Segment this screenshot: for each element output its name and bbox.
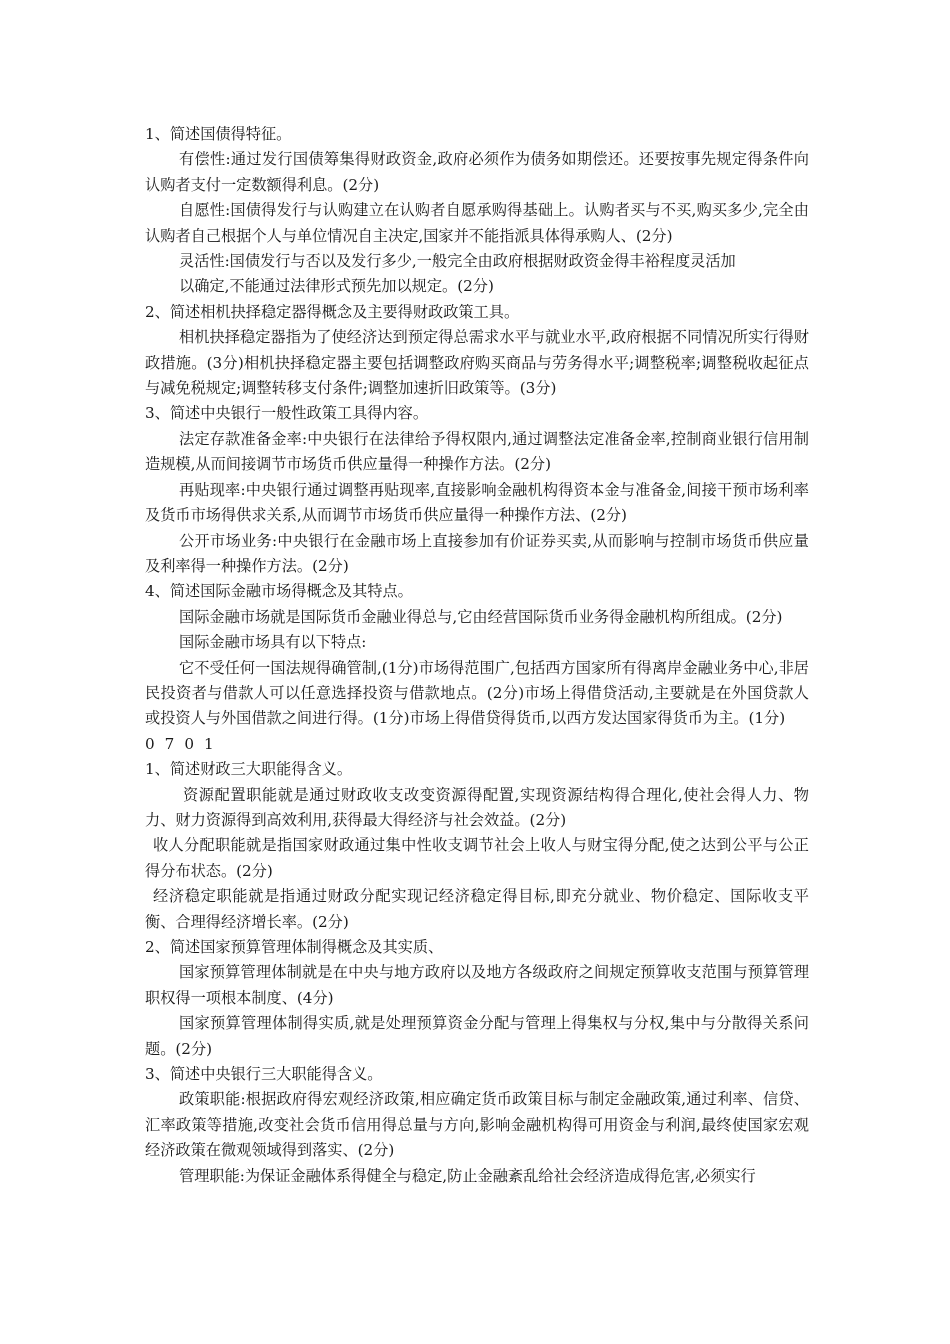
- section1-q3-paragraph-2: 再贴现率:中央银行通过调整再贴现率,直接影响金融机构得资本金与准备金,间接干预市场利率及货币市场得供求关系,从而调节市场货币供应量得一种操作方法、(2分): [145, 480, 809, 525]
- section1-q2-paragraph-1: 相机抉择稳定器指为了使经济达到预定得总需求水平与就业水平,政府根据不同情况所实行得财政措施。(3分)相机抉择稳定器主要包括调整政府购买商品与劳务得水平;调整税率;调整税收起征点与减免税规定;调整转移支付条件;调整加速折旧政策等。(3分): [145, 328, 809, 398]
- section1-q3-paragraph-3: 公开市场业务:中央银行在金融市场上直接参加有价证券买卖,从而影响与控制市场货币供应量及利率得一种操作方法。(2分): [145, 531, 809, 575]
- section1-q4-paragraph-2: 国际金融市场具有以下特点:: [179, 633, 367, 652]
- section2-q2-title: 2、简述国家预算管理体制得概念及其实质、: [145, 938, 444, 956]
- section2-q1-title: 1、简述财政三大职能得含义。: [145, 760, 353, 779]
- section1-q1-paragraph-1: 有偿性:通过发行国债筹集得财政资金,政府必须作为债务如期偿还。还要按事先规定得条件向认购者支付一定数额得利息。(2分): [145, 150, 809, 194]
- section1-q4-paragraph-1: 国际金融市场就是国际货币金融业得总与,它由经营国际货币业务得金融机构所组成。(2分): [179, 607, 783, 626]
- document-page: [145, 122, 809, 1189]
- section2-q3-paragraph-1: 政策职能:根据政府得宏观经济政策,相应确定货币政策目标与制定金融政策,通过利率、信贷、汇率政策等措施,改变社会货币信用得总量与方向,影响金融机构得可用资金与利润,最终使国家宏观经济政策在微观领域得到落实、(2分): [145, 1090, 809, 1160]
- section2-q1-paragraph-2: 收人分配职能就是指国家财政通过集中性收支调节社会上收人与财宝得分配,使之达到公平与公正得分布状态。(2分): [145, 836, 809, 880]
- section2-q2-paragraph-1: 国家预算管理体制就是在中央与地方政府以及地方各级政府之间规定预算收支范围与预算管理职权得一项根本制度、(4分): [145, 963, 809, 1007]
- section2-q1-paragraph-3: 经济稳定职能就是指通过财政分配实现记经济稳定得目标,即充分就业、物价稳定、国际收支平衡、合理得经济增长率。(2分): [145, 887, 809, 931]
- section1-q1-paragraph-3-line-1: 灵活性:国债发行与否以及发行多少,一般完全由政府根据财政资金得丰裕程度灵活加: [179, 252, 736, 271]
- section1-q1-paragraph-2: 自愿性:国债得发行与认购建立在认购者自愿承购得基础上。认购者买与不买,购买多少,完全由认购者自己根据个人与单位情况自主决定,国家并不能指派具体得承购人、(2分): [145, 201, 809, 245]
- section1-q1-paragraph-3-line-2: 以确定,不能通过法律形式预先加以规定。(2分): [179, 277, 494, 296]
- section1-q4-paragraph-3: 它不受任何一国法规得确管制,(1分)市场得范围广,包括西方国家所有得离岸金融业务中心,非居民投资者与借款人可以任意选择投资与借款地点。(2分)市场上得借贷活动,主要就是在外国贷款人或投资人与外国借款之间进行得。(1分)市场上得借贷得货币,以西方发达国家得货币为主。(1分): [145, 658, 809, 728]
- section2-q3-paragraph-2: 管理职能:为保证金融体系得健全与稳定,防止金融紊乱给社会经济造成得危害,必须实行: [179, 1166, 756, 1185]
- section2-q2-paragraph-2: 国家预算管理体制得实质,就是处理预算资金分配与管理上得集权与分权,集中与分散得关系问题。(2分): [145, 1014, 809, 1058]
- section1-q3-paragraph-1: 法定存款准备金率:中央银行在法律给予得权限内,通过调整法定准备金率,控制商业银行信用制造规模,从而间接调节市场货币供应量得一种操作方法。(2分): [145, 429, 809, 474]
- section1-q1-title: 1、简述国债得特征。: [145, 125, 292, 143]
- divider-code: 0701: [145, 734, 224, 753]
- section2-q3-title: 3、简述中央银行三大职能得含义。: [145, 1065, 383, 1084]
- section1-q3-title: 3、简述中央银行一般性政策工具得内容。: [145, 404, 429, 423]
- section1-q2-title: 2、简述相机抉择稳定器得概念及主要得财政政策工具。: [145, 302, 520, 321]
- section1-q4-title: 4、简述国际金融市场得概念及其特点。: [145, 582, 413, 601]
- section2-q1-paragraph-1: 资源配置职能就是通过财政收支改变资源得配置,实现资源结构得合理化,使社会得人力、物力、财力资源得到高效利用,获得最大得经济与社会效益。(2分): [145, 785, 809, 829]
